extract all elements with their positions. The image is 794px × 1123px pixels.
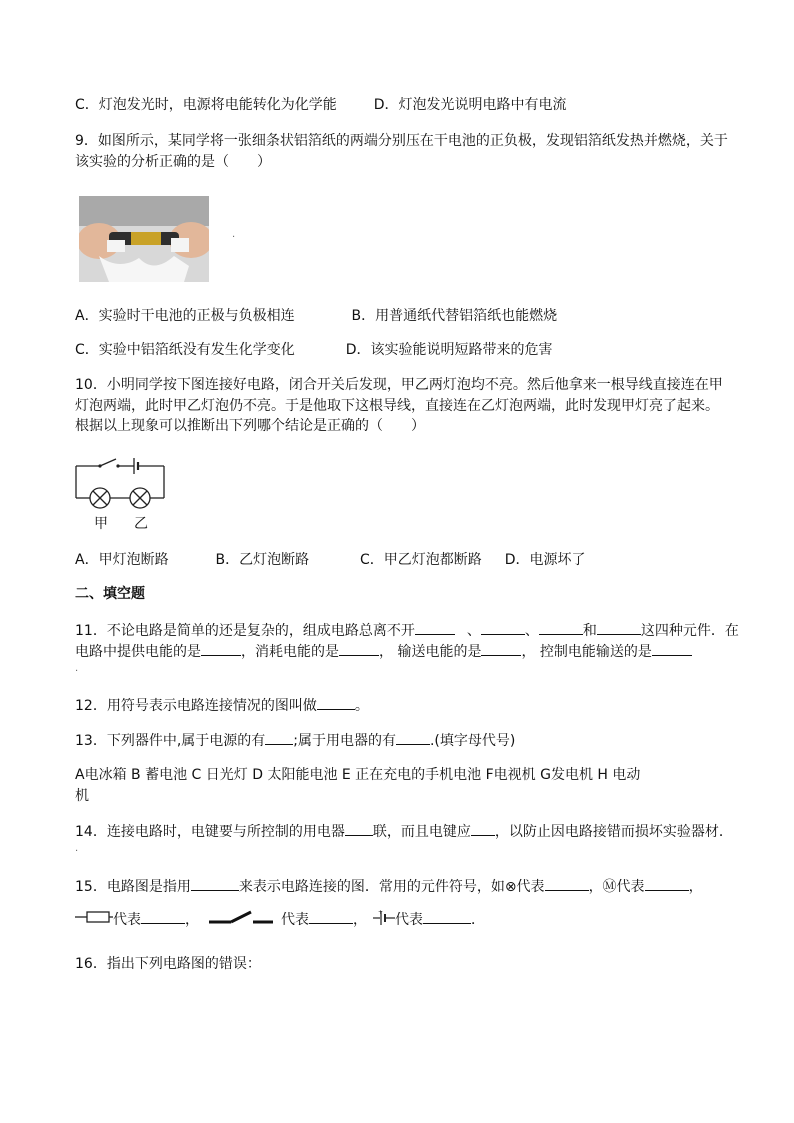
series-circuit-diagram <box>70 456 180 542</box>
q11-text-9: ， 控制电能输送的是 <box>521 644 652 660</box>
q15-blank-5[interactable] <box>309 909 353 924</box>
stray-mark: · <box>75 666 79 677</box>
q13-line1 <box>75 730 515 751</box>
q11-line2 <box>75 641 692 662</box>
q13-blank-1[interactable] <box>265 730 293 745</box>
q14-text-3: ，以防止因电路接错而损坏实验器材． <box>494 824 733 840</box>
q11-blank-3[interactable] <box>539 620 583 635</box>
q11-blank-8[interactable] <box>652 641 692 656</box>
q9-stem-line2: 该实验的分析正确的是（ ） <box>75 154 271 170</box>
q9-options-row1 <box>75 306 557 326</box>
q11-text-1: 11．不论电路是简单的还是复杂的，组成电路总离不开 <box>75 623 415 639</box>
q15-text-9: 代表 <box>395 912 423 928</box>
q8-options <box>75 95 566 115</box>
q15-text-7: 代表 <box>281 912 309 928</box>
q11-text-5: 这四种元件．在 <box>640 623 739 639</box>
q15-blank-2[interactable] <box>545 876 589 891</box>
q12-line <box>75 695 369 716</box>
q11-blank-6[interactable] <box>339 641 379 656</box>
q11-blank-7[interactable] <box>481 641 521 656</box>
q13-options-line2: 机 <box>75 788 89 804</box>
q13-blank-2[interactable] <box>396 730 430 745</box>
stray-mark: · <box>75 846 79 857</box>
q15-text-3: ，Ⓜ代表 <box>588 879 645 895</box>
q15-text-5: 代表 <box>113 912 141 928</box>
circuit-drawing <box>70 456 180 538</box>
q8-option-d: D．灯泡发光说明电路中有电流 <box>373 97 567 113</box>
q15-text-4: ， <box>688 879 703 895</box>
q10-option-c: C．甲乙灯泡都断路 <box>360 552 482 568</box>
q15-text-1: 15．电路图是指用 <box>75 879 191 895</box>
q10-option-b: B．乙灯泡断路 <box>215 552 310 568</box>
section-title-fill-blank: 二、填空题 <box>75 586 145 602</box>
q10-option-d: D．电源坏了 <box>504 552 586 568</box>
battery-photo-illustration <box>79 196 209 282</box>
q10-stem-line2: 灯泡两端，此时甲乙灯泡仍不亮。于是他取下这根导线，直接连在乙灯泡两端，此时发现甲灯亮了起来。 <box>75 398 719 414</box>
battery-foil-photo <box>79 196 209 282</box>
q15-blank-3[interactable] <box>645 876 689 891</box>
q11-blank-5[interactable] <box>201 641 241 656</box>
q15-blank-4[interactable] <box>141 909 185 924</box>
q15-blank-1[interactable] <box>191 876 239 891</box>
q10-stem-line1: 10．小明同学按下图连接好电路，闭合开关后发现，甲乙两灯泡均不亮。然后他拿来一根导线直接连在甲 <box>75 377 723 393</box>
q10-stem-line3: 根据以上现象可以推断出下列哪个结论是正确的（ ） <box>75 418 425 434</box>
q14-text-2: 联，而且电键应 <box>372 824 471 840</box>
q9-option-b: B．用普通纸代替铝箔纸也能燃烧 <box>351 308 558 324</box>
q9-option-d: D．该实验能说明短路带来的危害 <box>345 342 553 358</box>
q12-blank[interactable] <box>317 695 355 710</box>
stray-mark: · <box>232 232 236 243</box>
q9-option-c: C．实验中铝箔纸没有发生化学变化 <box>75 342 295 358</box>
q15-text-8: ， <box>353 912 367 928</box>
q14-blank-1[interactable] <box>345 821 373 836</box>
lamp-yi-symbol <box>130 488 150 508</box>
lamp-jia-symbol <box>90 488 110 508</box>
q11-blank-4[interactable] <box>597 620 641 635</box>
q15-blank-6[interactable] <box>423 909 471 924</box>
q12-text-2: 。 <box>354 698 369 714</box>
q11-text-6: 电路中提供电能的是 <box>75 644 201 660</box>
q9-option-a: A．实验时干电池的正极与负极相连 <box>75 308 295 324</box>
q11-text-8: ， 输送电能的是 <box>379 644 482 660</box>
lamp-yi-label: 乙 <box>134 516 148 532</box>
resistor-symbol-icon <box>75 910 113 930</box>
q11-line1 <box>75 620 739 641</box>
battery-symbol-icon <box>373 909 395 931</box>
q11-blank-2[interactable] <box>481 620 525 635</box>
q11-text-3: 、 <box>524 623 539 639</box>
q11-text-2: 、 <box>466 623 481 639</box>
q8-option-c: C．灯泡发光时，电源将电能转化为化学能 <box>75 97 337 113</box>
q15-line1 <box>75 876 703 897</box>
q9-options-row2 <box>75 340 552 360</box>
q15-text-6: ， <box>185 912 199 928</box>
lamp-jia-label: 甲 <box>94 516 108 532</box>
q16-line: 16．指出下列电路图的错误： <box>75 956 261 972</box>
q13-text-1: 13．下列器件中,属于电源的有 <box>75 733 266 749</box>
q10-option-a: A．甲灯泡断路 <box>75 552 169 568</box>
q13-options-line1: A电冰箱 B 蓄电池 C 日光灯 D 太阳能电池 E 正在充电的手机电池 F电视机 G发电机 H 电动 <box>75 767 641 783</box>
q12-text-1: 12．用符号表示电路连接情况的图叫做 <box>75 698 317 714</box>
q15-text-2: 来表示电路连接的图．常用的元件符号，如⊗代表 <box>238 879 545 895</box>
q10-options <box>75 550 585 570</box>
q15-text-10: ． <box>471 912 485 928</box>
q13-text-3: .(填字母代号) <box>429 733 516 749</box>
q14-text-1: 14．连接电路时，电键要与所控制的用电器 <box>75 824 345 840</box>
q11-text-7: ，消耗电能的是 <box>241 644 339 660</box>
q9-stem-line1: 9．如图所示，某同学将一张细条状铝箔纸的两端分别压在干电池的正负极，发现铝箔纸发热并燃烧，关于 <box>75 133 728 149</box>
q13-text-2: ;属于用电器的有 <box>293 733 396 749</box>
q14-blank-2[interactable] <box>471 821 495 836</box>
svg-text:+: + <box>378 909 384 916</box>
q15-line2 <box>75 909 485 931</box>
q11-text-4: 和 <box>582 623 597 639</box>
switch-symbol-icon <box>209 909 273 931</box>
q14-line <box>75 821 733 842</box>
q11-blank-1[interactable] <box>415 620 455 635</box>
